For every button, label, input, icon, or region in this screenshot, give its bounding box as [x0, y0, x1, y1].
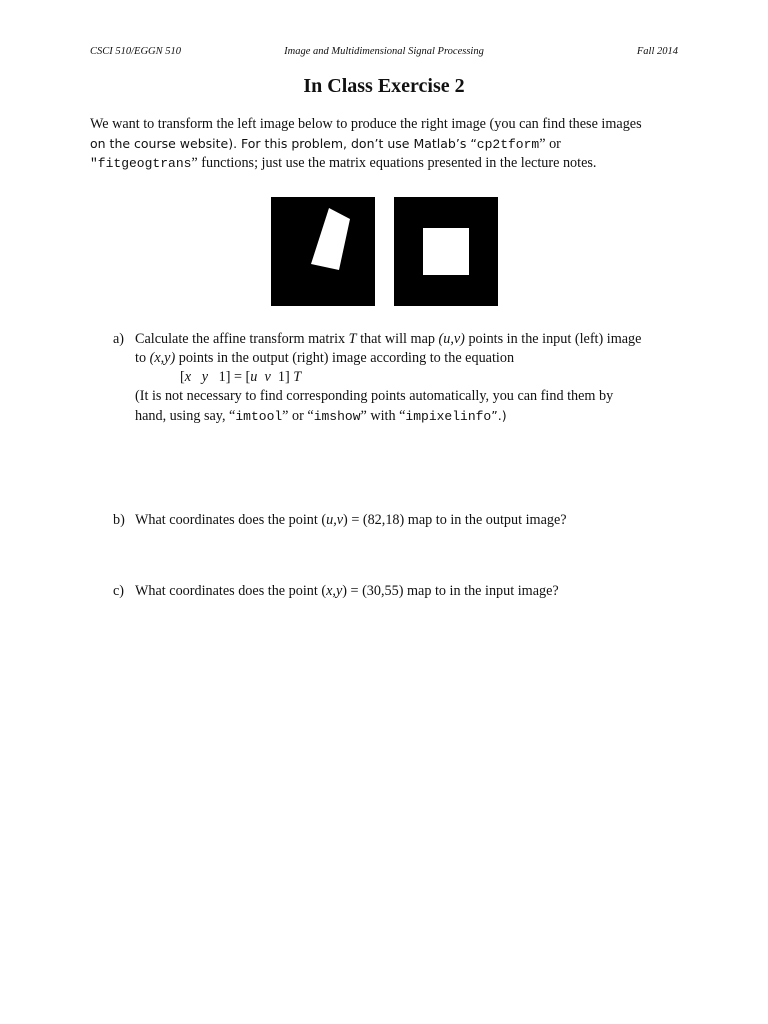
question-a	[113, 330, 713, 430]
code-cp2tform: cp2tform	[476, 137, 540, 152]
question-a-line-2: to (x,y) points in the output (right) image according to the equation	[135, 350, 515, 366]
question-a-line-1: Calculate the affine transform matrix T that will map (u,v) points in the input (left) image	[135, 331, 642, 347]
question-a-letter: a)	[113, 331, 125, 347]
question-c-letter: c)	[113, 583, 125, 599]
input-image-figure	[271, 197, 375, 306]
figure-pair	[271, 197, 499, 306]
intro-line-3: "fitgeogtrans” functions; just use the matrix equations presented in the lecture notes.	[90, 155, 597, 171]
intro-line-2: on the course website). For this problem, don’t use Matlab’s “cp2tform” or	[90, 136, 561, 152]
code-fitgeogtrans: "fitgeogtrans	[90, 156, 192, 171]
question-a-body	[135, 330, 705, 426]
question-c-body: What coordinates does the point (x,y) = (30,55) map to in the input image?	[135, 583, 559, 599]
question-b-letter: b)	[113, 512, 125, 528]
affine-equation: [x y 1] = [u v 1] T	[180, 369, 302, 385]
question-b	[113, 511, 713, 531]
code-imshow: imshow	[313, 409, 361, 424]
intro-paragraph	[90, 115, 690, 173]
question-c	[113, 582, 713, 602]
header-course: CSCI 510/EGGN 510	[90, 46, 182, 57]
code-imtool: imtool	[235, 409, 283, 424]
intro-line-1: We want to transform the left image below to produce the right image (you can find these images	[90, 116, 642, 132]
page-title: In Class Exercise 2	[303, 75, 465, 97]
output-image-square	[423, 228, 469, 275]
page-header	[90, 46, 678, 62]
question-b-body: What coordinates does the point (u,v) = (82,18) map to in the output image?	[135, 512, 567, 528]
code-impixelinfo: impixelinfo	[405, 409, 492, 424]
header-term: Fall 2014	[636, 46, 678, 57]
output-image-figure	[394, 197, 498, 306]
question-a-line-5: hand, using say, “imtool” or “imshow” with “impixelinfo”.)	[135, 408, 507, 424]
question-a-line-4: (It is not necessary to find corresponding points automatically, you can find them by	[135, 388, 614, 404]
header-course-title: Image and Multidimensional Signal Processing	[284, 46, 484, 57]
